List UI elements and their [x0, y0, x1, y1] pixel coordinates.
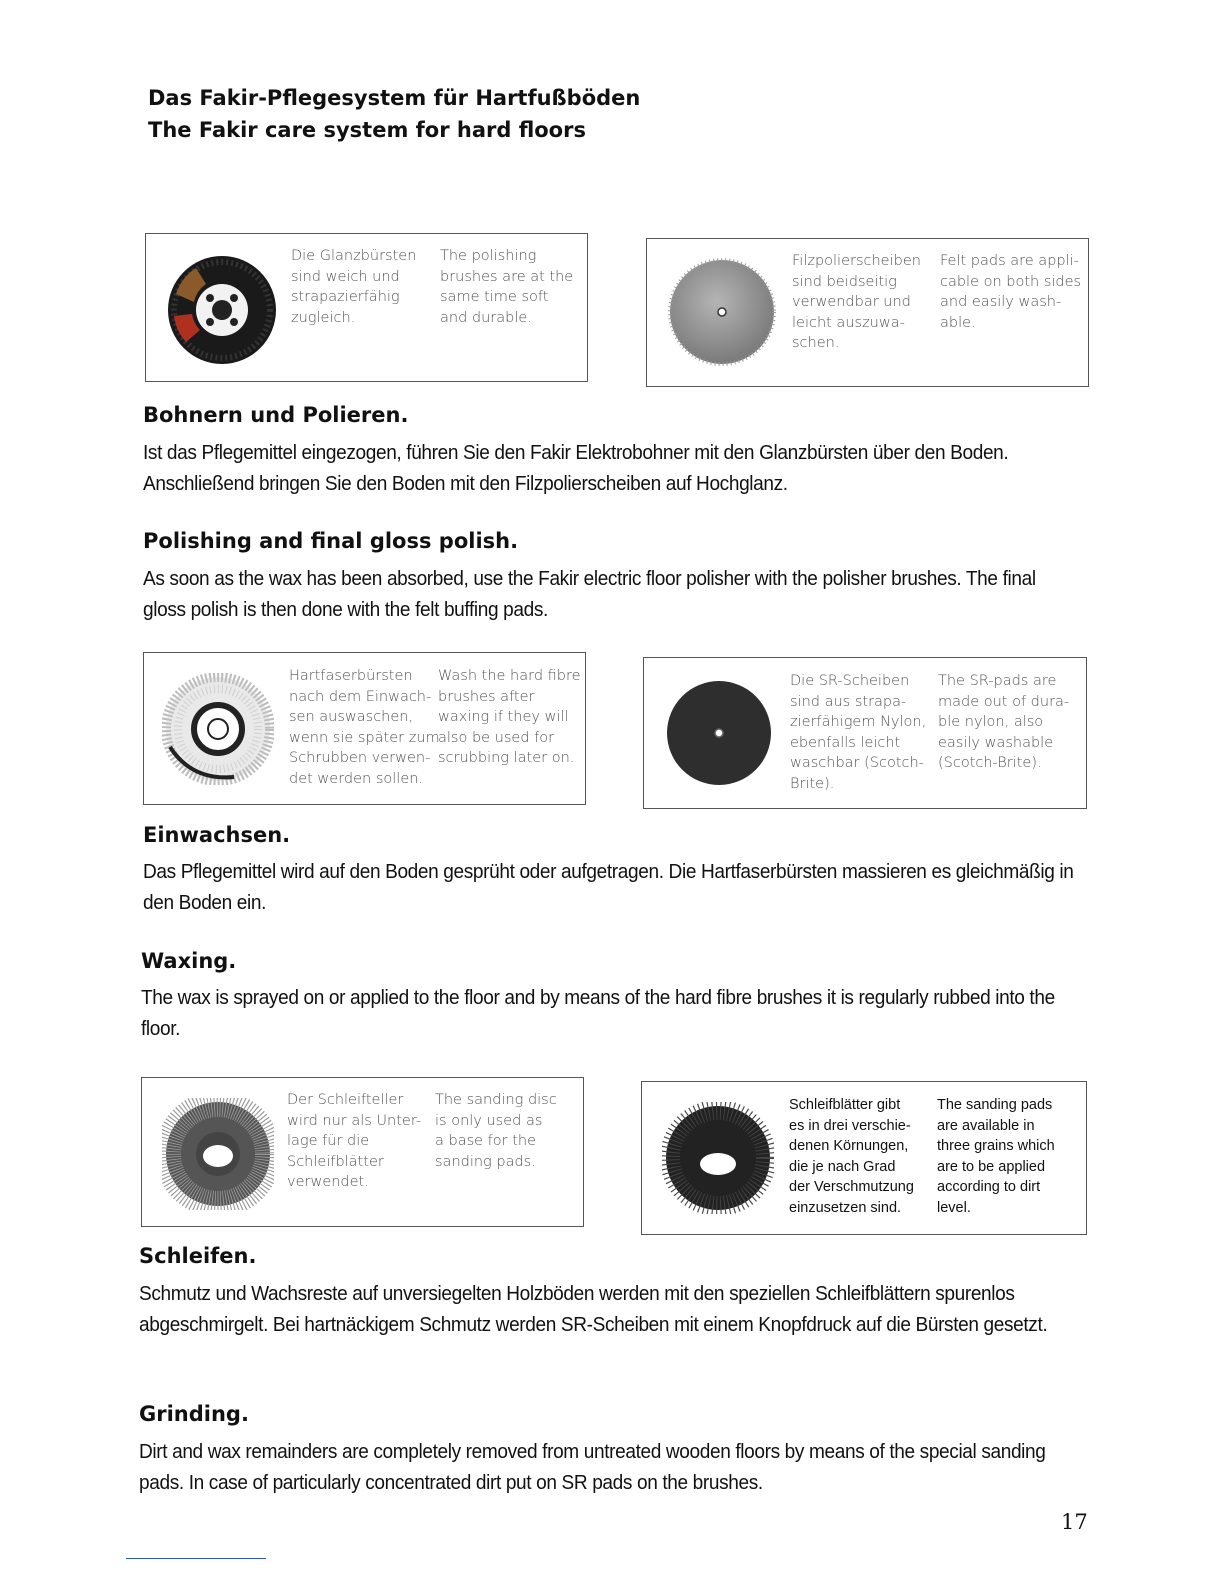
section-body-einwachsen: Das Pflegemittel wird auf den Boden gesprüht oder aufgetragen. Die Hartfaserbürsten massieren es gleichmäßig in den Boden ein. — [143, 860, 1074, 914]
footer-link-underline — [126, 1558, 266, 1559]
section-body-bohnern: Ist das Pflegemittel eingezogen, führen Sie den Fakir Elektrobohner mit den Glanzbürsten über den Boden. Anschließend bringen Sie den Boden mit den Filzpolierscheiben auf Hochglanz. — [143, 441, 1009, 495]
section-body-grinding: Dirt and wax remainders are completely removed from untreated wooden floors by means of the special sanding pads. In case of particularly concentrated dirt put on SR pads on the brushes. — [139, 1440, 1046, 1494]
box-text-german: Der Schleifteller wird nur als Unter- lage für die Schleifblätter verwendet. — [287, 1092, 422, 1190]
section-title-bohnern: Bohnern und Polieren. — [143, 403, 409, 427]
box-text-english: The polishing brushes are at the same time soft and durable. — [440, 248, 574, 326]
polishing-brush-image — [166, 254, 278, 366]
sanding-disc-image — [162, 1098, 274, 1210]
sr-pad-image — [664, 678, 774, 788]
section-body-schleifen: Schmutz und Wachsreste auf unversiegelten Holzböden werden mit den speziellen Schleifblättern spurenlos abgeschmirgelt. Bei hartnäckigem Schmutz werden SR-Scheiben mit einem Knopfdruck auf die Bürsten gesetzt. — [139, 1282, 1048, 1336]
section-title-waxing: Waxing. — [141, 949, 237, 973]
box-text-english: The sanding disc is only used as a base for the sanding pads. — [435, 1092, 557, 1170]
box-text-german: Die Glanzbürsten sind weich und strapazierfähig zugleich. — [291, 248, 417, 326]
box-text-german: Filzpolierscheiben sind beidseitig verwendbar und leicht auszuwa- schen. — [792, 253, 921, 351]
felt-pad-image — [667, 257, 777, 367]
box-text-german: Schleifblätter gibt es in drei verschie- denen Körnungen, die je nach Grad der Verschmutzung einzusetzen sind. — [789, 1097, 914, 1216]
section-title-grinding: Grinding. — [139, 1402, 249, 1426]
section-body-waxing: The wax is sprayed on or applied to the floor and by means of the hard fibre brushes it is regularly rubbed into the floor. — [141, 986, 1055, 1040]
section-title-einwachsen: Einwachsen. — [143, 823, 291, 847]
info-box-felt-pad — [646, 238, 1089, 387]
box-text-german: Hartfaserbürsten nach dem Einwach- sen auswaschen, wenn sie später zum Schrubben verwen- det werden sollen. — [289, 668, 440, 787]
info-box-sanding-disc — [141, 1077, 584, 1227]
page-number: 17 — [1061, 1510, 1088, 1534]
hard-fibre-brush-image — [162, 673, 274, 785]
info-box-sanding-pad — [641, 1081, 1087, 1235]
info-box-hard-fibre-brush — [143, 652, 586, 805]
info-box-sr-pad — [643, 657, 1087, 809]
section-title-schleifen: Schleifen. — [139, 1244, 257, 1268]
page-title-german: Das Fakir-Pflegesystem für Hartfußböden — [148, 86, 641, 110]
page-title-english: The Fakir care system for hard floors — [148, 118, 586, 142]
box-text-english: Felt pads are appli- cable on both sides and easily wash- able. — [940, 253, 1082, 331]
box-text-english: Wash the hard fibre brushes after waxing if they will also be used for scrubbing later on. — [438, 668, 581, 766]
section-title-polishing: Polishing and final gloss polish. — [143, 529, 519, 553]
info-box-polishing-brush — [145, 233, 588, 382]
box-text-german: Die SR-Scheiben sind aus strapa- zierfähigem Nylon, ebenfalls leicht waschbar (Scotch- Brite). — [790, 673, 927, 792]
box-text-english: The SR-pads are made out of dura- ble nylon, also easily washable (Scotch-Brite). — [938, 673, 1070, 771]
section-body-polishing: As soon as the wax has been absorbed, use the Fakir electric floor polisher with the polisher brushes. The final gloss polish is then done with the felt buffing pads. — [143, 567, 1036, 621]
sanding-pad-image — [662, 1102, 774, 1214]
box-text-english: The sanding pads are available in three grains which are to be applied according to dirt level. — [937, 1097, 1055, 1216]
